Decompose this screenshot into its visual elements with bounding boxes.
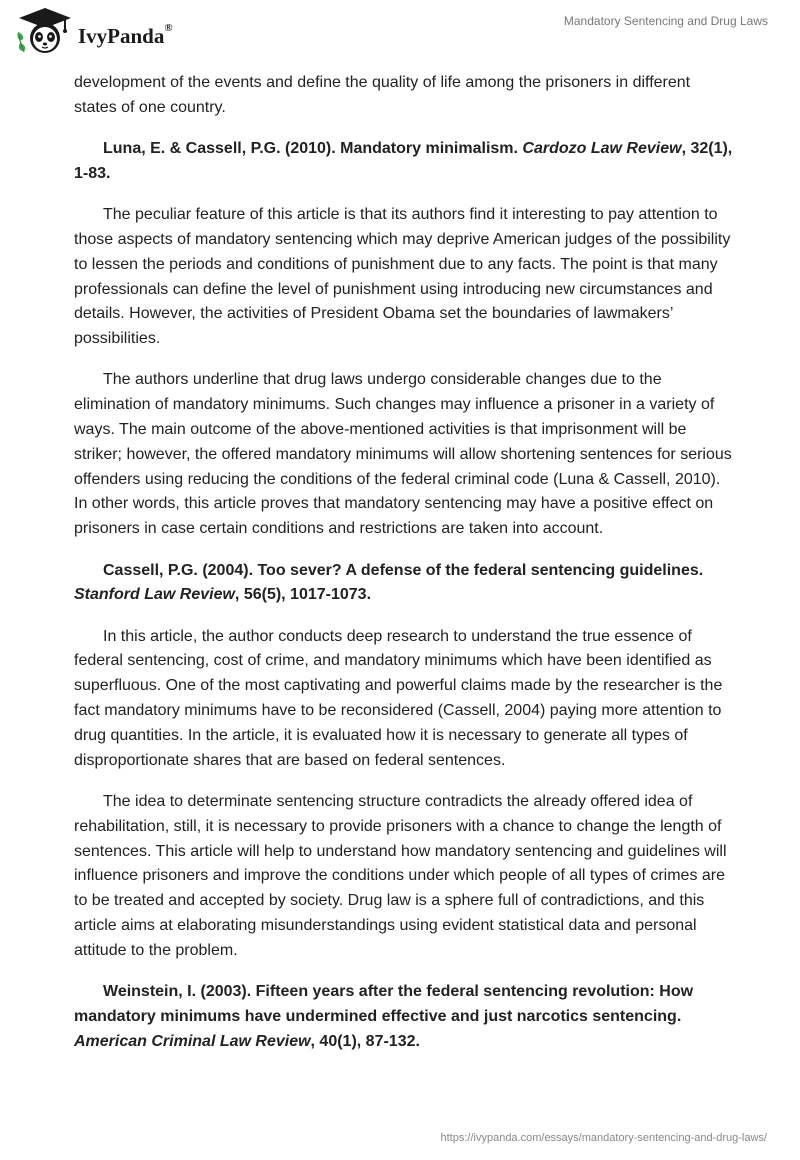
page-header	[0, 0, 800, 70]
ivypanda-logo[interactable]	[15, 6, 205, 56]
brand-name: IvyPanda®	[78, 22, 173, 48]
essay-body	[74, 71, 734, 1071]
document-title: Mandatory Sentencing and Drug Laws	[563, 14, 768, 28]
journal-title: American Criminal Law Review	[74, 1032, 311, 1050]
journal-title: Cardozo Law Review	[522, 140, 682, 158]
panda-logo-icon	[15, 6, 75, 56]
reference-entry: Cassell, P.G. (2004). Too sever? A defense of the federal sentencing guidelines. Stanford Law Review, 56(5), 1017-1073.	[74, 561, 704, 604]
paragraph: The peculiar feature of this article is that its authors find it interesting to pay attention to those aspects of mandatory sentencing which may deprive American judges of the possibility to lessen the periods and conditions of punishment due to any facts. The point is that many professionals can define the level of punishment using introducing new circumstances and details. However, the activities of President Obama set the boundaries of lawmakers’ possibilities.	[74, 206, 731, 348]
reference-entry: Weinstein, I. (2003). Fifteen years after the federal sentencing revolution: How mandatory minimums have undermined effective and just narcotics sentencing. American Criminal Law Review, 40(1), 87-132.	[74, 983, 694, 1050]
paragraph: The idea to determinate sentencing structure contradicts the already offered idea of rehabilitation, still, it is necessary to provide prisoners with a chance to change the length of sentences. This article will help to understand how mandatory sentencing and guidelines will influence prisoners and improve the conditions under which people of all types of crimes are to be treated and accepted by society. Drug law is a sphere full of contradictions, and this article aims at elaborating misunderstandings using evident statistical data and personal attitude to the problem.	[74, 792, 727, 959]
journal-title: Stanford Law Review	[74, 586, 235, 604]
paragraph: In this article, the author conducts deep research to understand the true essence of federal sentencing, cost of crime, and mandatory minimums which have been identified as superfluous. One of the most captivating and powerful claims made by the researcher is the fact mandatory minimums have to be reconsidered (Cassell, 2004) paying more attention to drug quantities. In the article, it is evaluated how it is necessary to generate all types of disproportionate shares that are based on federal sentences.	[74, 627, 723, 769]
source-url[interactable]: https://ivypanda.com/essays/mandatory-sentencing-and-drug-laws/	[440, 1132, 767, 1144]
paragraph: The authors underline that drug laws undergo considerable changes due to the elimination of mandatory minimums. Such changes may influence a prisoner in a variety of ways. The main outcome of the above-mentioned activities is that imprisonment will be striker; however, the offered mandatory minimums will allow shortening sentences for serious offenders using reducing the conditions of the federal criminal code (Luna & Cassell, 2010). In other words, this article proves that mandatory sentencing may have a positive effect on prisoners in case certain conditions and restrictions are taken into account.	[74, 371, 732, 538]
paragraph: development of the events and define the quality of life among the prisoners in different states of one country.	[74, 74, 691, 116]
reference-entry: Luna, E. & Cassell, P.G. (2010). Mandatory minimalism. Cardozo Law Review, 32(1), 1-83.	[74, 140, 733, 182]
